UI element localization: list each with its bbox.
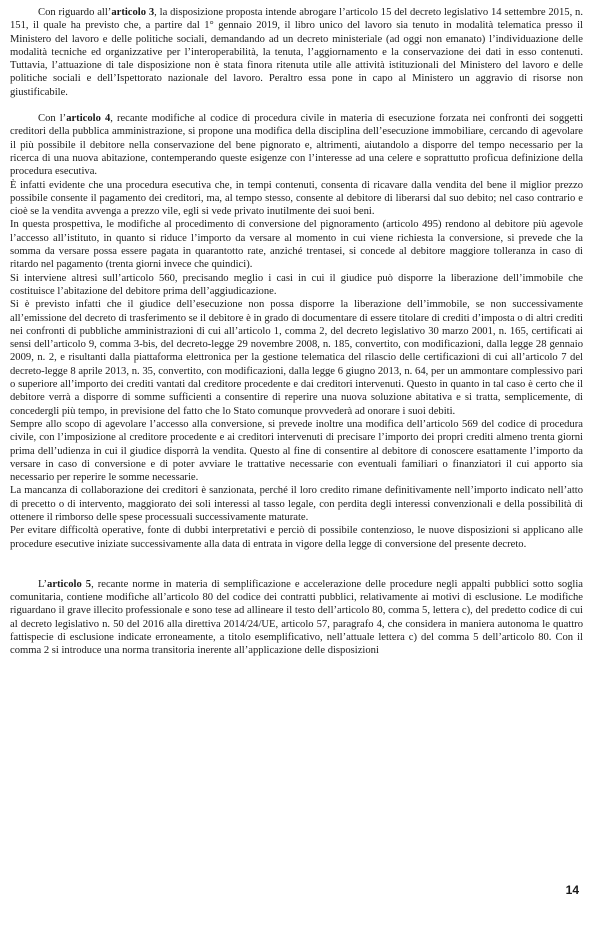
paragraph-text: In questa prospettiva, le modifiche al procedimento di conversione del pignoramento (articolo 495) rendono al debitore più agevole l’accesso all’istituto, in quanto si riduce l’importo da versare al momento in cui viene richiesta la conversione, si prevede che la somma da versare possa essere pagata in quarantotto rate, anziché trentasei, si concede al debitore maggiore tolleranza in caso di ritardo nel pagamento (trenta giorni invece che quindici). <box>10 219 583 271</box>
article-reference: articolo 3 <box>111 7 155 18</box>
page-number: 14 <box>565 883 579 897</box>
paragraph-prospettiva <box>10 218 583 271</box>
paragraph-text: Sempre allo scopo di agevolare l’accesso alla conversione, si prevede inoltre una modifica dell’articolo 569 del codice di procedura civile, con l’imposizione al creditore procedente e ai creditori intervenuti di precisare l’importo dei propri crediti almeno trenta giorni prima dell’udienza in cui il giudice disporrà la vendita. Questo al fine di consentire al debitore di conoscere esattamente l’importo da versare in caso di conversione e di poter avviare le trattative necessarie con eventuali familiari o finanziatori il cui apporto sia necessario per reperire le somme necessarie. <box>10 418 583 484</box>
paragraph-prefix: Con riguardo all’ <box>38 7 112 18</box>
paragraph-text: Per evitare difficoltà operative, fonte di dubbi interpretativi e perciò di possibile contenzioso, le nuove disposizioni si applicano alle procedure esecutive iniziate successivamente alla data di entrata in vigore della legge di conversione del presente decreto. <box>10 525 583 550</box>
paragraph-art4 <box>10 112 583 178</box>
paragraph-text: , recante norme in materia di semplificazione e accelerazione delle procedure negli appalti pubblici sotto soglia comunitaria, contiene modifiche all’articolo 80 del codice dei contratti pubblici, relativamente ai motivi di esclusione. Le modifiche riguardano il grave illecito professionale e sono tese ad allineare il testo dell’articolo 80, comma 5, lettera c), del predetto codice di cui al decreto legislativo n. 50 del 2016 alla direttiva 2014/24/UE, articolo 57, paragrafo 4, che considera in maniera autonoma le quattro fattispecie di esclusione indicate erroneamente, a titolo esemplificativo, nell’attuale lettera c) del comma 5 dell’articolo 80. Con il comma 2 si introduce una norma transitoria inerente all’applicazione delle disposizioni <box>10 578 583 657</box>
paragraph-text: È infatti evidente che una procedura esecutiva che, in tempi contenuti, consenta di ricavare dalla vendita del bene il miglior prezzo possibile consente il pagamento dei creditori, ma, al tempo stesso, consente al debitore di liberarsi dal suo debito; nel caso contrario e cioè se la vendita avvenga a prezzo vile, egli si vede privato inutilmente dei suoi beni. <box>10 179 583 218</box>
paragraph-mancanza <box>10 484 583 524</box>
paragraph-previsto <box>10 298 583 418</box>
paragraph-art5 <box>10 578 583 658</box>
paragraph-art560 <box>10 272 583 299</box>
paragraph-text: Si interviene altresì sull’articolo 560, precisando meglio i casi in cui il giudice può disporre la liberazione dell’immobile che costituisce l’abitazione del debitore prima dell’aggiudicazione. <box>10 272 583 297</box>
article-reference: articolo 4 <box>66 113 111 125</box>
paragraph-prefix: L’ <box>38 578 48 590</box>
article-reference: articolo 5 <box>47 578 92 590</box>
paragraph-art569 <box>10 418 583 484</box>
paragraph-difficolta <box>10 524 583 551</box>
paragraph-text: , recante modifiche al codice di procedura civile in materia di esecuzione forzata nei confronti dei soggetti creditori della pubblica amministrazione, si propone una modifica della disciplina dell’esecuzione immobiliare, cercando di agevolare il più possibile il debitore nella conservazione del bene pignorato e, altrimenti, aiutandolo a disporre del tempo necessario per la ricerca di una nuova abitazione, contemperando queste esigenze con l’interesse ad una celere e soprattutto proficua definizione della procedura esecutiva. <box>10 113 584 178</box>
paragraph-infatti <box>10 179 583 219</box>
paragraph-text: Si è previsto infatti che il giudice dell’esecuzione non possa disporre la liberazione dell’immobile, se non successivamente all’emissione del decreto di trasferimento se il debitore è in grado di documentare di essere titolare di crediti d’imposta o di altri crediti nei confronti di pubbliche amministrazioni di cui all’articolo 1, comma 2, del decreto legislativo 30 marzo 2001, n. 165, certificati ai sensi dell’articolo 9, comma 3-bis, del decreto-legge 29 novembre 2008, n. 185, convertito, con modificazioni, dalla legge 28 gennaio 2009, n. 2, e risultanti dalla piattaforma elettronica per la gestione telematica del rilascio delle certificazioni di cui all’articolo 7 del decreto-legge 8 aprile 2013, n. 35, convertito, con modificazioni, dalla legge 6 giugno 2013, n. 64, per un ammontare complessivo pari o superiore all’importo dei crediti vantati dal creditore procedente e dai creditori intervenuti. Questo in quanto in tal caso è certo che il debitore verrà a disporre di somme sufficienti a consentire di reperire una nuova soluzione abitativa e si tratta, semplicemente, di concedergli più tempo, in previsione del fatto che lo Stato comunque provvederà ad onorare i suoi debiti. <box>10 299 583 417</box>
document-body <box>10 6 583 658</box>
paragraph-art3 <box>10 6 583 99</box>
paragraph-prefix: Con l’ <box>38 113 67 125</box>
paragraph-text: La mancanza di collaborazione dei creditori è sanzionata, perché il loro credito rimane definitivamente nell’importo indicato nell’atto di precetto o di intervento, maggiorato dei soli interessi al tasso legale, con perdita degli interessi convenzionali e della possibilità di ottenere il rimborso delle spese processuali successivamente maturate. <box>10 485 583 523</box>
paragraph-text: , la disposizione proposta intende abrogare l’articolo 15 del decreto legislativo 14 settembre 2015, n. 151, il quale ha previsto che, a partire dal 1° gennaio 2019, il libro unico del lavoro sia tenuto in modalità telematica presso il Ministero del lavoro e delle politiche sociali, demandando ad un decreto ministeriale (ad oggi non emanato) l’individuazione delle modalità tecniche ed organizzative per l’interoperabilità, la tenuta, l’aggiornamento e la conservazione dei dati in esso contenuti. Tuttavia, l’attuazione di tale disposizione non è stata finora ritenuta utile alle attività istituzionali del Ministero del lavoro e delle politiche sociali e dell’Ispettorato nazionale del lavoro. Peraltro essa pone in capo al Ministero un aggravio di risorse non giustificabile. <box>10 7 583 98</box>
